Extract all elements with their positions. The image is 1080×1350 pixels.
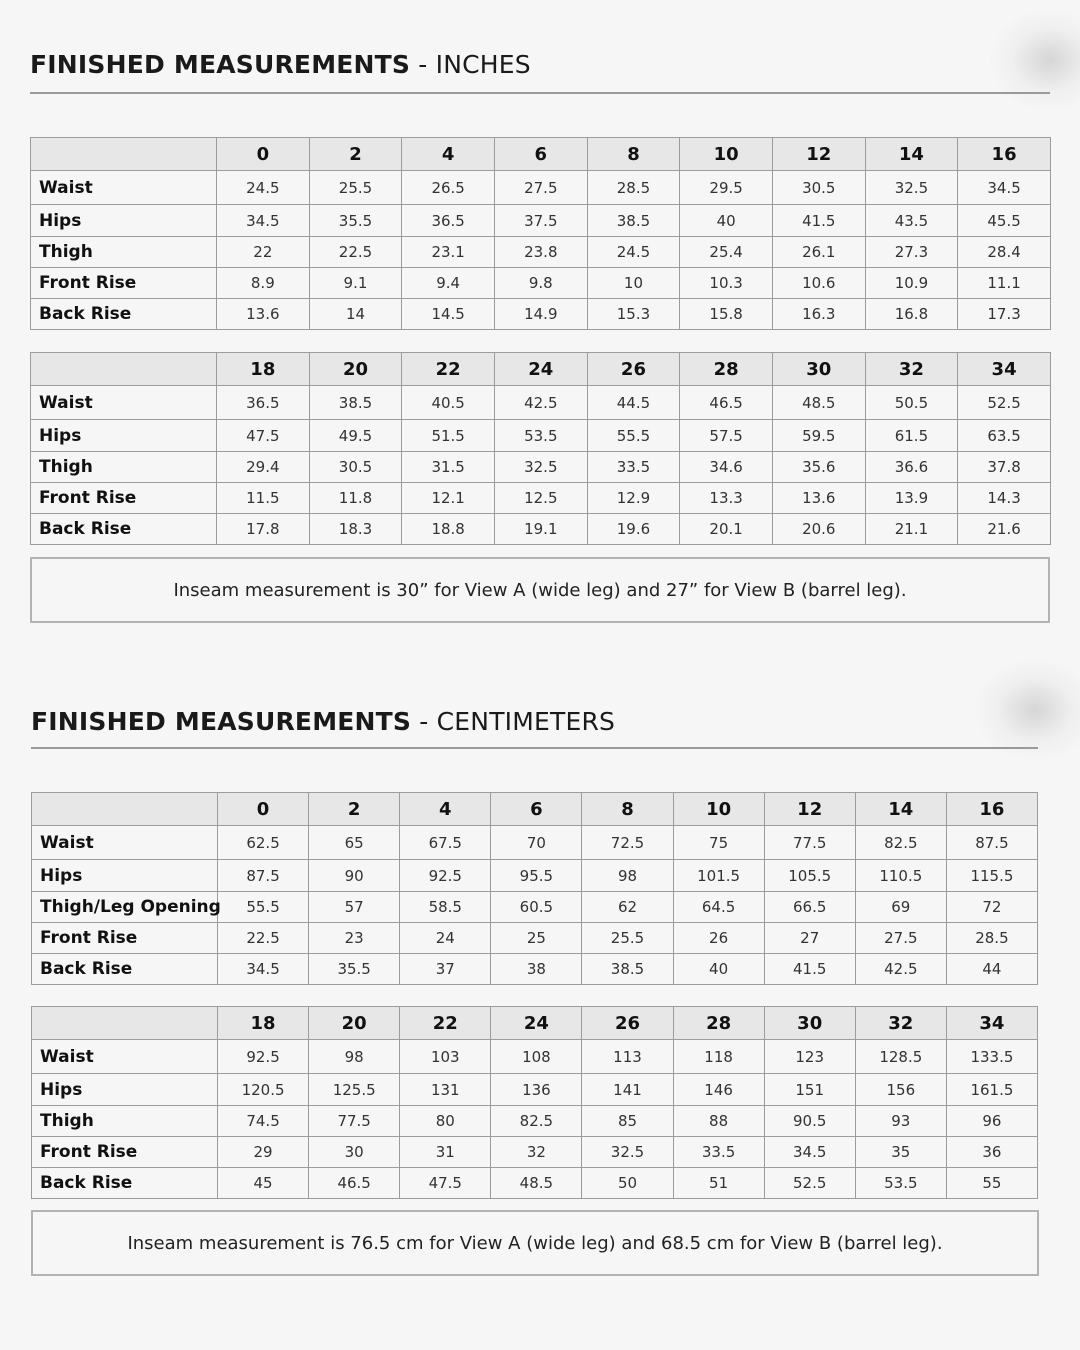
measurement-label: Back Rise [31, 299, 217, 330]
measurement-value: 55.5 [587, 420, 680, 452]
measurement-value: 22 [217, 237, 310, 268]
measurement-value: 22.5 [218, 923, 309, 954]
measurement-value: 92.5 [400, 860, 491, 892]
measurement-label: Front Rise [32, 923, 218, 954]
measurement-value: 18.3 [309, 514, 402, 545]
inches-heading-bold: FINISHED MEASUREMENTS [30, 50, 411, 79]
measurement-value: 53.5 [494, 420, 587, 452]
centimeters-section [31, 0, 1039, 1300]
size-header-cell: 10 [680, 138, 773, 171]
centimeters-inseam-note-text: Inseam measurement is 76.5 cm for View A (wide leg) and 68.5 cm for View B (barrel leg). [127, 1232, 943, 1254]
measurement-value: 21.1 [865, 514, 958, 545]
measurement-value: 8.9 [217, 268, 310, 299]
measurement-row [32, 892, 1038, 923]
measurement-row [32, 954, 1038, 985]
measurement-value: 32.5 [582, 1137, 673, 1168]
measurement-value: 57.5 [680, 420, 773, 452]
measurement-value: 161.5 [946, 1074, 1037, 1106]
measurement-value: 59.5 [772, 420, 865, 452]
measurement-value: 44 [946, 954, 1037, 985]
measurement-value: 38 [491, 954, 582, 985]
measurement-value: 74.5 [218, 1106, 309, 1137]
measurement-value: 103 [400, 1040, 491, 1074]
measurement-value: 29.4 [217, 452, 310, 483]
measurement-value: 98 [309, 1040, 400, 1074]
header-corner-cell [32, 1007, 218, 1040]
measurement-value: 96 [946, 1106, 1037, 1137]
measurement-label: Thigh/Leg Opening [32, 892, 218, 923]
measurement-value: 70 [491, 826, 582, 860]
size-header-cell: 18 [217, 353, 310, 386]
measurement-value: 53.5 [855, 1168, 946, 1199]
measurement-value: 48.5 [491, 1168, 582, 1199]
measurement-value: 87.5 [218, 860, 309, 892]
measurement-value: 115.5 [946, 860, 1037, 892]
measurement-value: 14.9 [494, 299, 587, 330]
measurement-value: 41.5 [772, 205, 865, 237]
measurement-value: 92.5 [218, 1040, 309, 1074]
measurement-value: 62.5 [218, 826, 309, 860]
measurement-label: Waist [31, 171, 217, 205]
measurement-value: 13.6 [217, 299, 310, 330]
measurement-value: 24 [400, 923, 491, 954]
measurement-value: 34.6 [680, 452, 773, 483]
measurement-value: 131 [400, 1074, 491, 1106]
measurement-value: 26.5 [402, 171, 495, 205]
centimeters-table-1 [31, 792, 1038, 985]
measurement-value: 36.5 [217, 386, 310, 420]
measurement-value: 43.5 [865, 205, 958, 237]
measurement-value: 93 [855, 1106, 946, 1137]
measurement-value: 45 [218, 1168, 309, 1199]
measurement-label: Thigh [32, 1106, 218, 1137]
measurement-value: 65 [309, 826, 400, 860]
measurement-value: 90.5 [764, 1106, 855, 1137]
measurement-value: 108 [491, 1040, 582, 1074]
inches-heading-unit: INCHES [435, 50, 531, 79]
measurement-value: 25 [491, 923, 582, 954]
measurement-label: Waist [32, 826, 218, 860]
size-header-cell: 18 [218, 1007, 309, 1040]
measurement-value: 66.5 [764, 892, 855, 923]
measurement-value: 29.5 [680, 171, 773, 205]
measurement-value: 82.5 [491, 1106, 582, 1137]
measurement-value: 24.5 [587, 237, 680, 268]
measurement-value: 14.3 [958, 483, 1051, 514]
measurement-value: 36 [946, 1137, 1037, 1168]
measurement-value: 38.5 [309, 386, 402, 420]
measurement-value: 9.1 [309, 268, 402, 299]
measurement-value: 25.5 [309, 171, 402, 205]
measurement-label: Front Rise [31, 268, 217, 299]
size-header-cell: 24 [491, 1007, 582, 1040]
measurement-value: 120.5 [218, 1074, 309, 1106]
size-header-cell: 2 [309, 138, 402, 171]
measurement-value: 52.5 [764, 1168, 855, 1199]
measurement-value: 85 [582, 1106, 673, 1137]
measurement-value: 29 [218, 1137, 309, 1168]
size-header-cell: 34 [958, 353, 1051, 386]
measurement-value: 50.5 [865, 386, 958, 420]
size-header-cell: 28 [673, 1007, 764, 1040]
measurement-value: 47.5 [400, 1168, 491, 1199]
measurement-label: Hips [32, 860, 218, 892]
size-header-cell: 28 [680, 353, 773, 386]
measurement-value: 113 [582, 1040, 673, 1074]
measurement-value: 77.5 [764, 826, 855, 860]
size-header-cell: 32 [865, 353, 958, 386]
measurement-value: 28.5 [587, 171, 680, 205]
measurement-value: 64.5 [673, 892, 764, 923]
measurement-value: 95.5 [491, 860, 582, 892]
size-header-cell: 16 [946, 793, 1037, 826]
measurement-value: 9.8 [494, 268, 587, 299]
measurement-value: 80 [400, 1106, 491, 1137]
measurement-value: 40 [680, 205, 773, 237]
size-header-cell: 14 [855, 793, 946, 826]
measurement-value: 26 [673, 923, 764, 954]
measurement-value: 40 [673, 954, 764, 985]
measurement-row [32, 1137, 1038, 1168]
size-header-cell: 14 [865, 138, 958, 171]
measurement-value: 27.5 [494, 171, 587, 205]
measurement-label: Back Rise [32, 954, 218, 985]
measurement-value: 35.5 [309, 954, 400, 985]
measurement-value: 63.5 [958, 420, 1051, 452]
measurement-label: Back Rise [31, 514, 217, 545]
measurement-value: 32.5 [494, 452, 587, 483]
centimeters-heading-sep: - [411, 707, 437, 736]
measurement-value: 32.5 [865, 171, 958, 205]
measurement-value: 51.5 [402, 420, 495, 452]
size-header-cell: 8 [582, 793, 673, 826]
size-header-row [32, 1007, 1038, 1040]
measurement-value: 46.5 [309, 1168, 400, 1199]
size-header-cell: 22 [402, 353, 495, 386]
measurement-value: 27.3 [865, 237, 958, 268]
measurement-value: 72.5 [582, 826, 673, 860]
measurement-value: 21.6 [958, 514, 1051, 545]
size-header-cell: 24 [494, 353, 587, 386]
centimeters-inseam-note [31, 1210, 1039, 1276]
measurement-value: 52.5 [958, 386, 1051, 420]
measurement-value: 49.5 [309, 420, 402, 452]
measurement-value: 88 [673, 1106, 764, 1137]
measurement-label: Hips [32, 1074, 218, 1106]
measurement-value: 37.5 [494, 205, 587, 237]
measurement-value: 24.5 [217, 171, 310, 205]
measurement-row [32, 1040, 1038, 1074]
measurement-value: 31.5 [402, 452, 495, 483]
size-header-cell: 20 [309, 1007, 400, 1040]
measurement-value: 11.1 [958, 268, 1051, 299]
measurement-value: 67.5 [400, 826, 491, 860]
measurement-value: 42.5 [494, 386, 587, 420]
measurement-value: 40.5 [402, 386, 495, 420]
measurement-value: 23.1 [402, 237, 495, 268]
measurement-label: Front Rise [31, 483, 217, 514]
measurement-value: 23.8 [494, 237, 587, 268]
size-header-cell: 4 [402, 138, 495, 171]
measurement-value: 12.5 [494, 483, 587, 514]
measurement-value: 34.5 [217, 205, 310, 237]
measurement-value: 38.5 [582, 954, 673, 985]
measurement-value: 125.5 [309, 1074, 400, 1106]
measurement-value: 50 [582, 1168, 673, 1199]
measurement-value: 133.5 [946, 1040, 1037, 1074]
measurement-value: 26.1 [772, 237, 865, 268]
measurement-value: 57 [309, 892, 400, 923]
measurement-value: 20.1 [680, 514, 773, 545]
centimeters-heading [31, 707, 615, 736]
measurement-value: 77.5 [309, 1106, 400, 1137]
measurement-value: 30 [309, 1137, 400, 1168]
measurement-value: 28.4 [958, 237, 1051, 268]
measurement-row [32, 1168, 1038, 1199]
measurement-value: 30.5 [772, 171, 865, 205]
size-header-cell: 8 [587, 138, 680, 171]
measurement-value: 33.5 [587, 452, 680, 483]
size-header-cell: 12 [764, 793, 855, 826]
measurement-value: 34.5 [218, 954, 309, 985]
measurement-value: 60.5 [491, 892, 582, 923]
measurement-value: 101.5 [673, 860, 764, 892]
measurement-value: 98 [582, 860, 673, 892]
measurement-value: 28.5 [946, 923, 1037, 954]
measurement-label: Hips [31, 420, 217, 452]
measurement-value: 19.1 [494, 514, 587, 545]
measurement-value: 35.6 [772, 452, 865, 483]
measurement-value: 47.5 [217, 420, 310, 452]
measurement-value: 151 [764, 1074, 855, 1106]
measurement-value: 35.5 [309, 205, 402, 237]
size-header-cell: 6 [494, 138, 587, 171]
measurement-value: 105.5 [764, 860, 855, 892]
measurement-value: 35 [855, 1137, 946, 1168]
measurement-row [32, 826, 1038, 860]
measurement-value: 69 [855, 892, 946, 923]
measurement-value: 55.5 [218, 892, 309, 923]
measurement-value: 34.5 [764, 1137, 855, 1168]
measurement-value: 19.6 [587, 514, 680, 545]
measurement-value: 33.5 [673, 1137, 764, 1168]
measurement-value: 62 [582, 892, 673, 923]
measurement-value: 27.5 [855, 923, 946, 954]
size-header-cell: 32 [855, 1007, 946, 1040]
size-header-cell: 22 [400, 1007, 491, 1040]
measurement-value: 36.5 [402, 205, 495, 237]
size-header-cell: 0 [218, 793, 309, 826]
measurement-label: Front Rise [32, 1137, 218, 1168]
measurement-value: 14 [309, 299, 402, 330]
measurement-value: 146 [673, 1074, 764, 1106]
measurement-value: 25.4 [680, 237, 773, 268]
measurement-value: 38.5 [587, 205, 680, 237]
measurement-value: 87.5 [946, 826, 1037, 860]
centimeters-heading-rule [31, 747, 1038, 749]
measurement-value: 61.5 [865, 420, 958, 452]
measurement-value: 34.5 [958, 171, 1051, 205]
measurement-value: 141 [582, 1074, 673, 1106]
measurement-value: 27 [764, 923, 855, 954]
measurement-label: Thigh [31, 237, 217, 268]
measurement-value: 22.5 [309, 237, 402, 268]
centimeters-table-2 [31, 1006, 1038, 1199]
measurement-value: 82.5 [855, 826, 946, 860]
size-header-cell: 30 [764, 1007, 855, 1040]
measurement-value: 90 [309, 860, 400, 892]
measurement-value: 110.5 [855, 860, 946, 892]
measurement-label: Hips [31, 205, 217, 237]
measurement-value: 41.5 [764, 954, 855, 985]
measurement-value: 10 [587, 268, 680, 299]
measurement-value: 13.3 [680, 483, 773, 514]
measurement-value: 12.9 [587, 483, 680, 514]
measurement-value: 36.6 [865, 452, 958, 483]
measurement-value: 16.8 [865, 299, 958, 330]
measurement-value: 11.8 [309, 483, 402, 514]
size-header-cell: 10 [673, 793, 764, 826]
size-header-cell: 12 [772, 138, 865, 171]
measurement-value: 48.5 [772, 386, 865, 420]
measurement-value: 9.4 [402, 268, 495, 299]
measurement-value: 12.1 [402, 483, 495, 514]
header-corner-cell [32, 793, 218, 826]
size-header-cell: 26 [587, 353, 680, 386]
measurement-value: 123 [764, 1040, 855, 1074]
measurement-value: 23 [309, 923, 400, 954]
size-header-cell: 26 [582, 1007, 673, 1040]
measurement-value: 136 [491, 1074, 582, 1106]
centimeters-heading-bold: FINISHED MEASUREMENTS [31, 707, 412, 736]
measurement-value: 16.3 [772, 299, 865, 330]
size-header-cell: 6 [491, 793, 582, 826]
measurement-value: 55 [946, 1168, 1037, 1199]
measurement-value: 25.5 [582, 923, 673, 954]
size-header-cell: 30 [772, 353, 865, 386]
measurement-label: Back Rise [32, 1168, 218, 1199]
centimeters-heading-unit: CENTIMETERS [436, 707, 616, 736]
measurement-value: 10.9 [865, 268, 958, 299]
measurement-value: 42.5 [855, 954, 946, 985]
measurement-label: Waist [31, 386, 217, 420]
size-header-cell: 20 [309, 353, 402, 386]
measurement-value: 13.6 [772, 483, 865, 514]
measurement-value: 37.8 [958, 452, 1051, 483]
measurement-label: Thigh [31, 452, 217, 483]
measurement-value: 156 [855, 1074, 946, 1106]
measurement-value: 18.8 [402, 514, 495, 545]
measurement-value: 45.5 [958, 205, 1051, 237]
measurement-value: 10.3 [680, 268, 773, 299]
measurement-value: 37 [400, 954, 491, 985]
measurement-value: 15.8 [680, 299, 773, 330]
measurement-row [32, 1074, 1038, 1106]
measurement-value: 44.5 [587, 386, 680, 420]
measurement-value: 75 [673, 826, 764, 860]
measurement-value: 17.3 [958, 299, 1051, 330]
measurement-row [32, 1106, 1038, 1137]
size-header-cell: 2 [309, 793, 400, 826]
size-header-cell: 16 [958, 138, 1051, 171]
measurement-row [32, 923, 1038, 954]
measurement-value: 17.8 [217, 514, 310, 545]
measurement-value: 128.5 [855, 1040, 946, 1074]
measurement-value: 58.5 [400, 892, 491, 923]
inches-inseam-note-text: Inseam measurement is 30” for View A (wide leg) and 27” for View B (barrel leg). [173, 579, 907, 601]
measurement-row [32, 860, 1038, 892]
measurement-value: 14.5 [402, 299, 495, 330]
measurement-value: 30.5 [309, 452, 402, 483]
size-header-cell: 34 [946, 1007, 1037, 1040]
size-header-cell: 4 [400, 793, 491, 826]
measurement-label: Waist [32, 1040, 218, 1074]
measurement-value: 32 [491, 1137, 582, 1168]
measurement-value: 51 [673, 1168, 764, 1199]
measurement-value: 13.9 [865, 483, 958, 514]
measurement-value: 11.5 [217, 483, 310, 514]
measurement-value: 20.6 [772, 514, 865, 545]
measurement-value: 31 [400, 1137, 491, 1168]
inches-heading-sep: - [410, 50, 436, 79]
size-header-row [32, 793, 1038, 826]
measurement-value: 72 [946, 892, 1037, 923]
measurement-value: 46.5 [680, 386, 773, 420]
measurement-value: 118 [673, 1040, 764, 1074]
measurement-value: 10.6 [772, 268, 865, 299]
measurement-value: 15.3 [587, 299, 680, 330]
size-header-cell: 0 [217, 138, 310, 171]
